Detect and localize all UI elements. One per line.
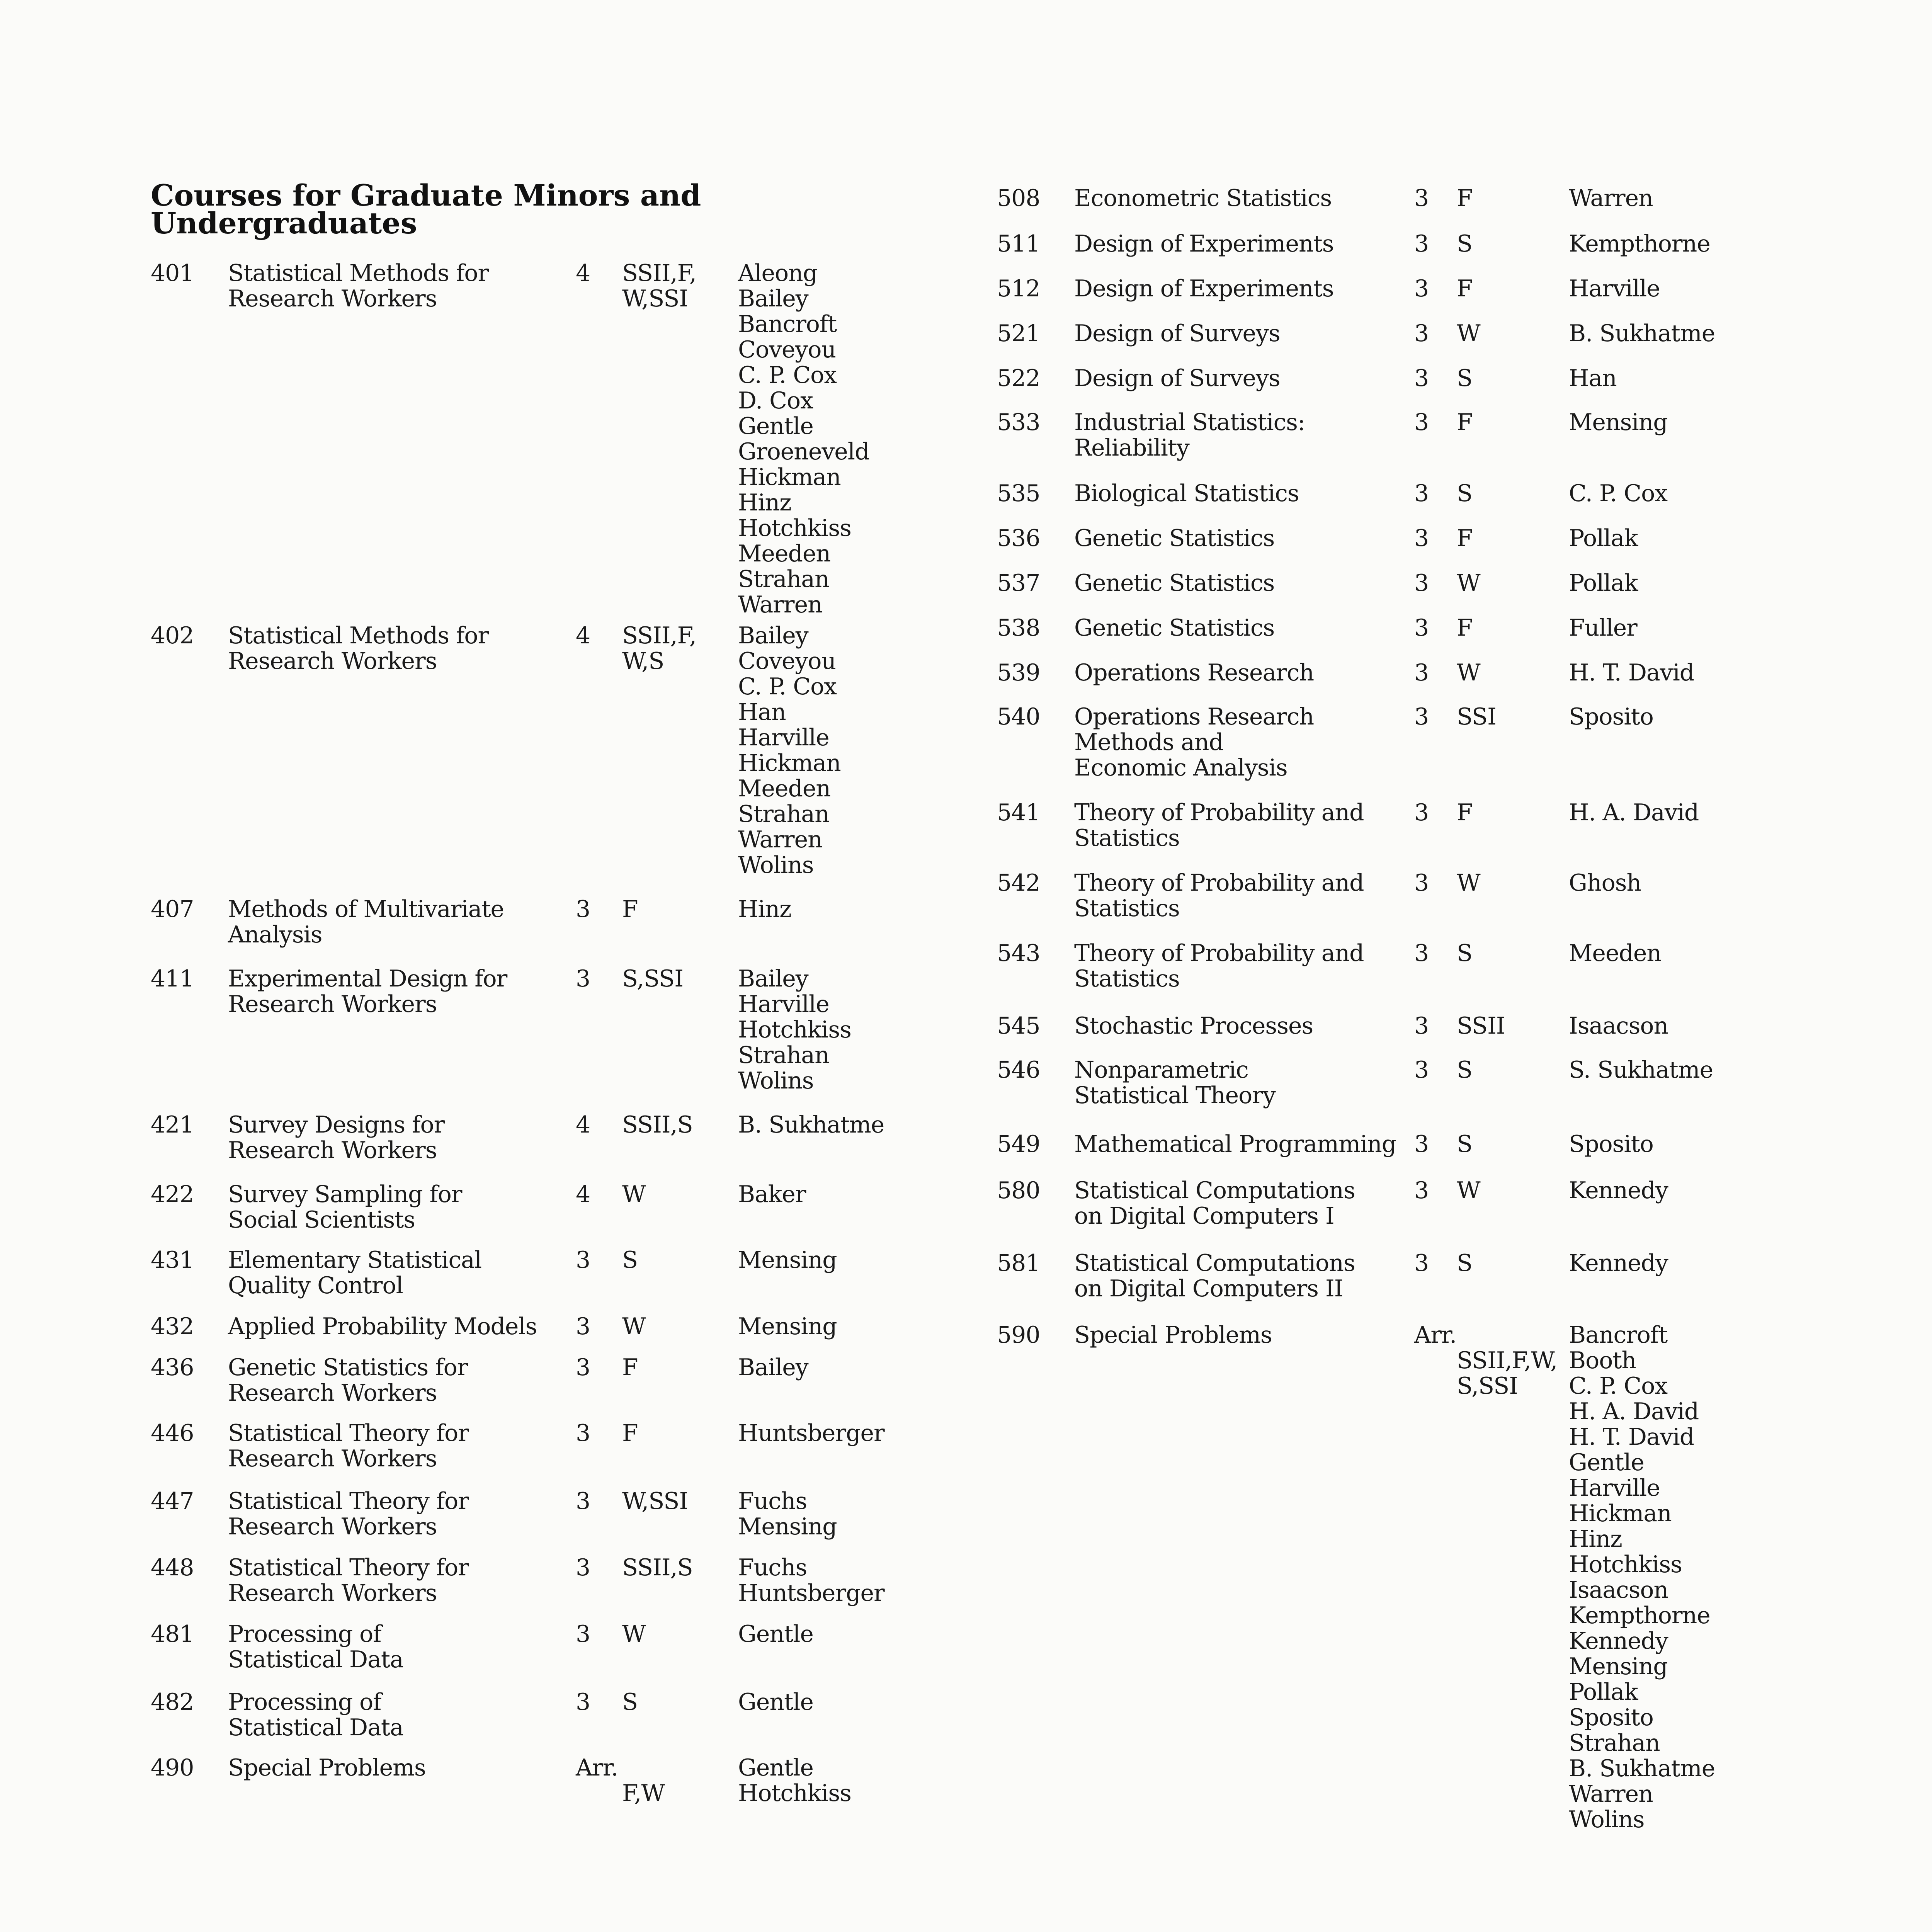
course-credits: 3 [576,1247,590,1274]
course-instructors: Gentle Hotchkiss [738,1754,851,1807]
course-term: S [622,1689,638,1716]
course-term: W [1457,869,1480,896]
course-row [997,321,1770,346]
course-term: W [1457,1177,1480,1204]
course-number: 446 [151,1420,194,1447]
course-instructors: Harville [1569,275,1660,302]
course-number: 511 [997,230,1040,257]
course-term: S,SSI [622,965,683,992]
course-title: Operations Research [1074,659,1314,686]
course-instructors: Pollak [1569,570,1638,597]
course-title: Experimental Design for Research Workers [228,965,507,1018]
course-number: 540 [997,703,1040,730]
course-row [997,1131,1770,1157]
course-credits: 3 [1414,1177,1429,1204]
course-row [997,276,1770,301]
course-number: 521 [997,320,1040,347]
course-number: 512 [997,275,1040,302]
course-term: SSII,S [622,1554,693,1581]
course-row [997,1250,1770,1301]
course-term: SSII,F, W,SSI [622,260,696,312]
course-title: Statistical Methods for Research Workers [228,260,489,312]
course-term: S [1457,1131,1473,1158]
course-row [151,1355,954,1406]
course-row [997,704,1770,781]
course-credits: 3 [1414,230,1429,257]
course-row [151,1621,954,1672]
right-section-continued [997,185,1770,1832]
course-number: 482 [151,1689,194,1716]
course-number: 481 [151,1621,194,1648]
course-title: Theory of Probability and Statistics [1074,940,1364,992]
course-credits: 3 [1414,703,1429,730]
course-title: Statistical Theory for Research Workers [228,1554,469,1607]
course-credits: 3 [1414,940,1429,967]
course-credits: 3 [1414,799,1429,826]
course-instructors: Huntsberger [738,1420,884,1447]
course-instructors: Han [1569,365,1617,392]
course-instructors: Gentle [738,1621,813,1648]
course-number: 542 [997,869,1040,896]
course-title: Design of Experiments [1074,275,1334,302]
course-instructors: Mensing [738,1313,837,1340]
course-term: SSII,F, W,S [622,622,696,675]
course-row [997,1013,1770,1039]
course-term: S [622,1247,638,1274]
course-row [997,570,1770,596]
course-row [997,1057,1770,1108]
course-number: 432 [151,1313,194,1340]
course-term: S [1457,230,1473,257]
course-title: Econometric Statistics [1074,185,1332,212]
course-term: F,W [622,1780,665,1807]
course-number: 541 [997,799,1040,826]
course-title: Survey Designs for Research Workers [228,1111,445,1164]
course-number: 538 [997,614,1040,641]
course-row [997,1178,1770,1229]
course-credits: 3 [1414,570,1429,597]
course-title: Industrial Statistics: Reliability [1074,409,1305,461]
course-row [997,615,1770,641]
course-number: 535 [997,480,1040,507]
course-credits: 3 [1414,1012,1429,1039]
course-term: W [622,1313,646,1340]
course-credits: 3 [576,896,590,923]
course-title: Theory of Probability and Statistics [1074,869,1364,922]
course-instructors: Mensing [738,1247,837,1274]
course-number: 431 [151,1247,194,1274]
course-credits: 3 [576,1689,590,1716]
course-title: Elementary Statistical Quality Control [228,1247,482,1299]
course-credits: 3 [576,1313,590,1340]
course-list-continued [997,185,1770,1832]
course-title: Statistical Theory for Research Workers [228,1488,469,1540]
course-row [151,1689,954,1740]
course-credits: 3 [576,1420,590,1447]
course-instructors: H. T. David [1569,659,1694,686]
course-title: Design of Surveys [1074,365,1280,392]
course-list-graduate-minors [151,260,954,1806]
course-number: 537 [997,570,1040,597]
course-instructors: Gentle [738,1689,813,1716]
course-number: 448 [151,1554,194,1581]
course-row [997,366,1770,391]
course-term: W [1457,659,1480,686]
course-term: W,SSI [622,1488,688,1515]
course-term: S [1457,940,1473,967]
course-credits: 3 [576,1488,590,1515]
course-title: Biological Statistics [1074,480,1299,507]
course-credits: 3 [1414,320,1429,347]
course-number: 545 [997,1012,1040,1039]
course-number: 436 [151,1354,194,1381]
course-instructors: Pollak [1569,525,1638,552]
course-credits: 3 [1414,275,1429,302]
course-row [151,1488,954,1539]
course-title: Genetic Statistics for Research Workers [228,1354,468,1406]
course-term: SSI [1457,703,1496,730]
course-credits: 3 [1414,480,1429,507]
course-credits: Arr. [1414,1321,1457,1349]
course-instructors: Kempthorne [1569,230,1710,257]
course-number: 411 [151,965,194,992]
course-row [997,1322,1770,1832]
course-number: 402 [151,622,194,649]
course-credits: 3 [1414,869,1429,896]
course-term: F [622,1420,638,1447]
course-term: F [622,896,638,923]
course-number: 539 [997,659,1040,686]
course-number: 580 [997,1177,1040,1204]
course-term: S [1457,1250,1473,1277]
course-instructors: Ghosh [1569,869,1641,896]
course-row [151,1420,954,1471]
course-credits: 3 [1414,365,1429,392]
course-credits: 3 [1414,1131,1429,1158]
course-term: W [1457,320,1480,347]
course-instructors: Bailey [738,1354,808,1381]
course-title: Processing of Statistical Data [228,1689,403,1741]
course-instructors: Sposito [1569,703,1653,730]
course-number: 407 [151,896,194,923]
course-title: Genetic Statistics [1074,614,1275,641]
course-number: 590 [997,1321,1040,1349]
course-title: Genetic Statistics [1074,570,1275,597]
course-instructors: Meeden [1569,940,1662,967]
course-instructors: Sposito [1569,1131,1653,1158]
course-instructors: C. P. Cox [1569,480,1668,507]
course-row [997,940,1770,992]
course-term: F [1457,409,1473,436]
course-title: Stochastic Processes [1074,1012,1313,1039]
course-number: 543 [997,940,1040,967]
course-credits: 3 [1414,1250,1429,1277]
course-number: 536 [997,525,1040,552]
course-credits: 3 [1414,659,1429,686]
left-section-graduate-minors [151,178,954,1807]
course-number: 447 [151,1488,194,1515]
course-title: Operations Research Methods and Economic Analysis [1074,703,1314,781]
course-number: 549 [997,1131,1040,1158]
course-credits: 4 [576,1181,590,1208]
course-title: Processing of Statistical Data [228,1621,403,1673]
section-title-graduate-minors: Courses for Graduate Minors and Undergraduates [151,178,701,240]
course-row [997,231,1770,257]
course-instructors: Bailey Coveyou C. P. Cox Han Harville Hickman Meeden Strahan Warren Wolins [738,622,841,879]
course-instructors: Kennedy [1569,1250,1668,1277]
course-term: F [1457,614,1473,641]
course-title: Design of Experiments [1074,230,1334,257]
course-instructors: H. A. David [1569,799,1699,826]
course-number: 422 [151,1181,194,1208]
course-row [997,660,1770,685]
course-term: F [1457,275,1473,302]
course-row [997,526,1770,551]
course-instructors: Bancroft Booth C. P. Cox H. A. David H. T. David Gentle Harville Hickman Hinz Hotchkiss Isaacson Kempthorne Kennedy Mensing Pollak Sposito Strahan B. Sukhatme Warren Wolins [1569,1321,1715,1833]
course-instructors: Fuller [1569,614,1637,641]
course-instructors: S. Sukhatme [1569,1056,1713,1083]
course-term: F [1457,185,1473,212]
course-instructors: Warren [1569,185,1653,212]
course-instructors: Hinz [738,896,791,923]
course-row [151,896,954,947]
course-title: Methods of Multivariate Analysis [228,896,504,948]
course-credits: 3 [1414,185,1429,212]
course-title: Nonparametric Statistical Theory [1074,1056,1276,1109]
course-credits: 3 [1414,614,1429,641]
course-number: 546 [997,1056,1040,1083]
course-term: F [622,1354,638,1381]
course-title: Applied Probability Models [228,1313,537,1340]
course-row [151,1555,954,1606]
course-credits: Arr. [576,1754,618,1781]
course-row [151,1314,954,1339]
course-credits: 3 [576,1621,590,1648]
course-instructors: Kennedy [1569,1177,1668,1204]
course-credits: 3 [1414,525,1429,552]
course-term: S [1457,365,1473,392]
course-row [151,623,954,878]
course-row [997,481,1770,506]
course-credits: 3 [576,965,590,992]
course-credits: 3 [576,1554,590,1581]
course-term: W [622,1181,646,1208]
course-row [151,260,954,617]
course-term: SSII,S [622,1111,693,1138]
course-instructors: Aleong Bailey Bancroft Coveyou C. P. Cox D. Cox Gentle Groeneveld Hickman Hinz Hotchkiss Meeden Strahan Warren [738,260,869,618]
course-number: 533 [997,409,1040,436]
course-instructors: Mensing [1569,409,1668,436]
course-row [151,1112,954,1163]
course-instructors: Fuchs Mensing [738,1488,837,1540]
course-term: W [622,1621,646,1648]
course-instructors: B. Sukhatme [1569,320,1715,347]
course-number: 522 [997,365,1040,392]
course-term: W [1457,570,1480,597]
course-row [997,870,1770,921]
course-row [151,1755,954,1806]
course-term: SSII [1457,1012,1505,1039]
course-credits: 4 [576,1111,590,1138]
course-number: 421 [151,1111,194,1138]
course-credits: 3 [1414,1056,1429,1083]
course-instructors: B. Sukhatme [738,1111,884,1138]
course-title: Mathematical Programming [1074,1131,1396,1158]
course-title: Special Problems [228,1754,426,1781]
course-credits: 4 [576,260,590,287]
course-title: Statistical Computations on Digital Computers I [1074,1177,1355,1230]
course-title: Survey Sampling for Social Scientists [228,1181,462,1233]
course-row [151,1182,954,1233]
course-row [997,800,1770,851]
course-row [151,966,954,1094]
course-term: S [1457,1056,1473,1083]
course-term: F [1457,799,1473,826]
course-title: Statistical Computations on Digital Computers II [1074,1250,1355,1302]
course-credits: 3 [576,1354,590,1381]
course-title: Design of Surveys [1074,320,1280,347]
course-number: 581 [997,1250,1040,1277]
course-title: Statistical Methods for Research Workers [228,622,489,675]
course-instructors: Isaacson [1569,1012,1668,1039]
course-title: Statistical Theory for Research Workers [228,1420,469,1472]
course-number: 401 [151,260,194,287]
course-term: F [1457,525,1473,552]
course-term: SSII,F,W, S,SSI [1457,1347,1558,1400]
course-title: Theory of Probability and Statistics [1074,799,1364,852]
course-term: S [1457,480,1473,507]
course-credits: 3 [1414,409,1429,436]
course-row [151,1247,954,1298]
course-instructors: Fuchs Huntsberger [738,1554,884,1607]
course-credits: 4 [576,622,590,649]
course-title: Genetic Statistics [1074,525,1275,552]
course-number: 508 [997,185,1040,212]
course-title: Special Problems [1074,1321,1272,1349]
course-number: 490 [151,1754,194,1781]
course-instructors: Baker [738,1181,806,1208]
course-row [997,185,1770,211]
course-row [997,410,1770,461]
course-instructors: Bailey Harville Hotchkiss Strahan Wolins [738,965,851,1094]
